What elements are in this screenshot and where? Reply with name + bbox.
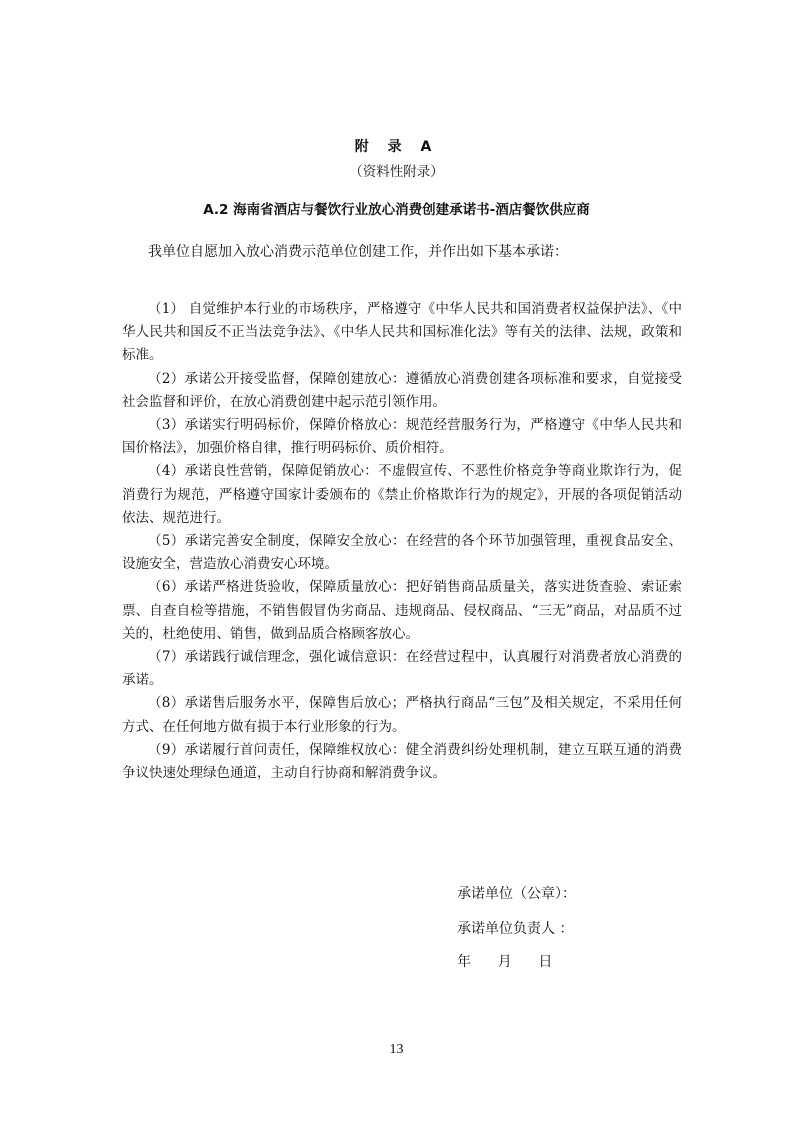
section-title: A.2 海南省酒店与餐饮行业放心消费创建承诺书-酒店餐饮供应商	[203, 202, 590, 218]
commitment-item-2: （2）承诺公开接受监督，保障创建放心：遵循放心消费创建各项标准和要求，自觉接受社会监督和评价，在放心消费创建中起示范引领作用。	[122, 370, 682, 410]
appendix-subtitle: （资料性附录）	[349, 164, 444, 180]
intro-paragraph: 我单位自愿加入放心消费示范单位创建工作，并作出如下基本承诺：	[148, 244, 568, 260]
commitment-item-4: （4）承诺良性营销，保障促销放心：不虚假宣传、不恶性价格竞争等商业欺诈行为，促消费行为规范，严格遵守国家计委颁布的《禁止价格欺诈行为的规定》，开展的各项促销活动依法、规范进行。	[122, 463, 682, 526]
commitment-item-5: （5）承诺完善安全制度，保障安全放心：在经营的各个环节加强管理，重视食品安全、设施安全，营造放心消费安心环境。	[122, 533, 682, 573]
appendix-title: 附 录 A	[354, 139, 439, 155]
commitment-item-6: （6）承诺严格进货验收，保障质量放心：把好销售商品质量关，落实进货查验、索证索票、自查自检等措施，不销售假冒伪劣商品、违规商品、侵权商品、“三无”商品，对品质不过关的，杜绝使用、销售，做到品质合格顾客放心。	[122, 579, 682, 642]
commitment-list	[122, 298, 682, 785]
commitment-item-7: （7）承诺践行诚信理念，强化诚信意识：在经营过程中，认真履行对消费者放心消费的承诺。	[122, 649, 682, 689]
page-number: 13	[389, 1042, 404, 1057]
signature-date: 年 月 日	[457, 954, 553, 970]
commitment-item-1: （1） 自觉维护本行业的市场秩序，严格遵守《中华人民共和国消费者权益保护法》、《中华人民共和国反不正当法竞争法》、《中华人民共和国标准化法》等有关的法律、法规，政策和标准。	[122, 301, 682, 364]
signature-unit: 承诺单位（公章）：	[457, 886, 576, 902]
commitment-item-9: （9）承诺履行首问责任，保障维权放心：健全消费纠纷处理机制，建立互联互通的消费争议快速处理绿色通道，主动自行协商和解消费争议。	[122, 741, 682, 782]
signature-responsible: 承诺单位负责人 ：	[457, 921, 574, 937]
commitment-item-8: （8）承诺售后服务水平，保障售后放心；严格执行商品“三包”及相关规定，不采用任何方式、在任何地方做有损于本行业形象的行为。	[122, 695, 682, 735]
commitment-item-3: （3）承诺实行明码标价，保障价格放心：规范经营服务行为，严格遵守《中华人民共和国价格法》，加强价格自律，推行明码标价、质价相符。	[122, 417, 682, 457]
